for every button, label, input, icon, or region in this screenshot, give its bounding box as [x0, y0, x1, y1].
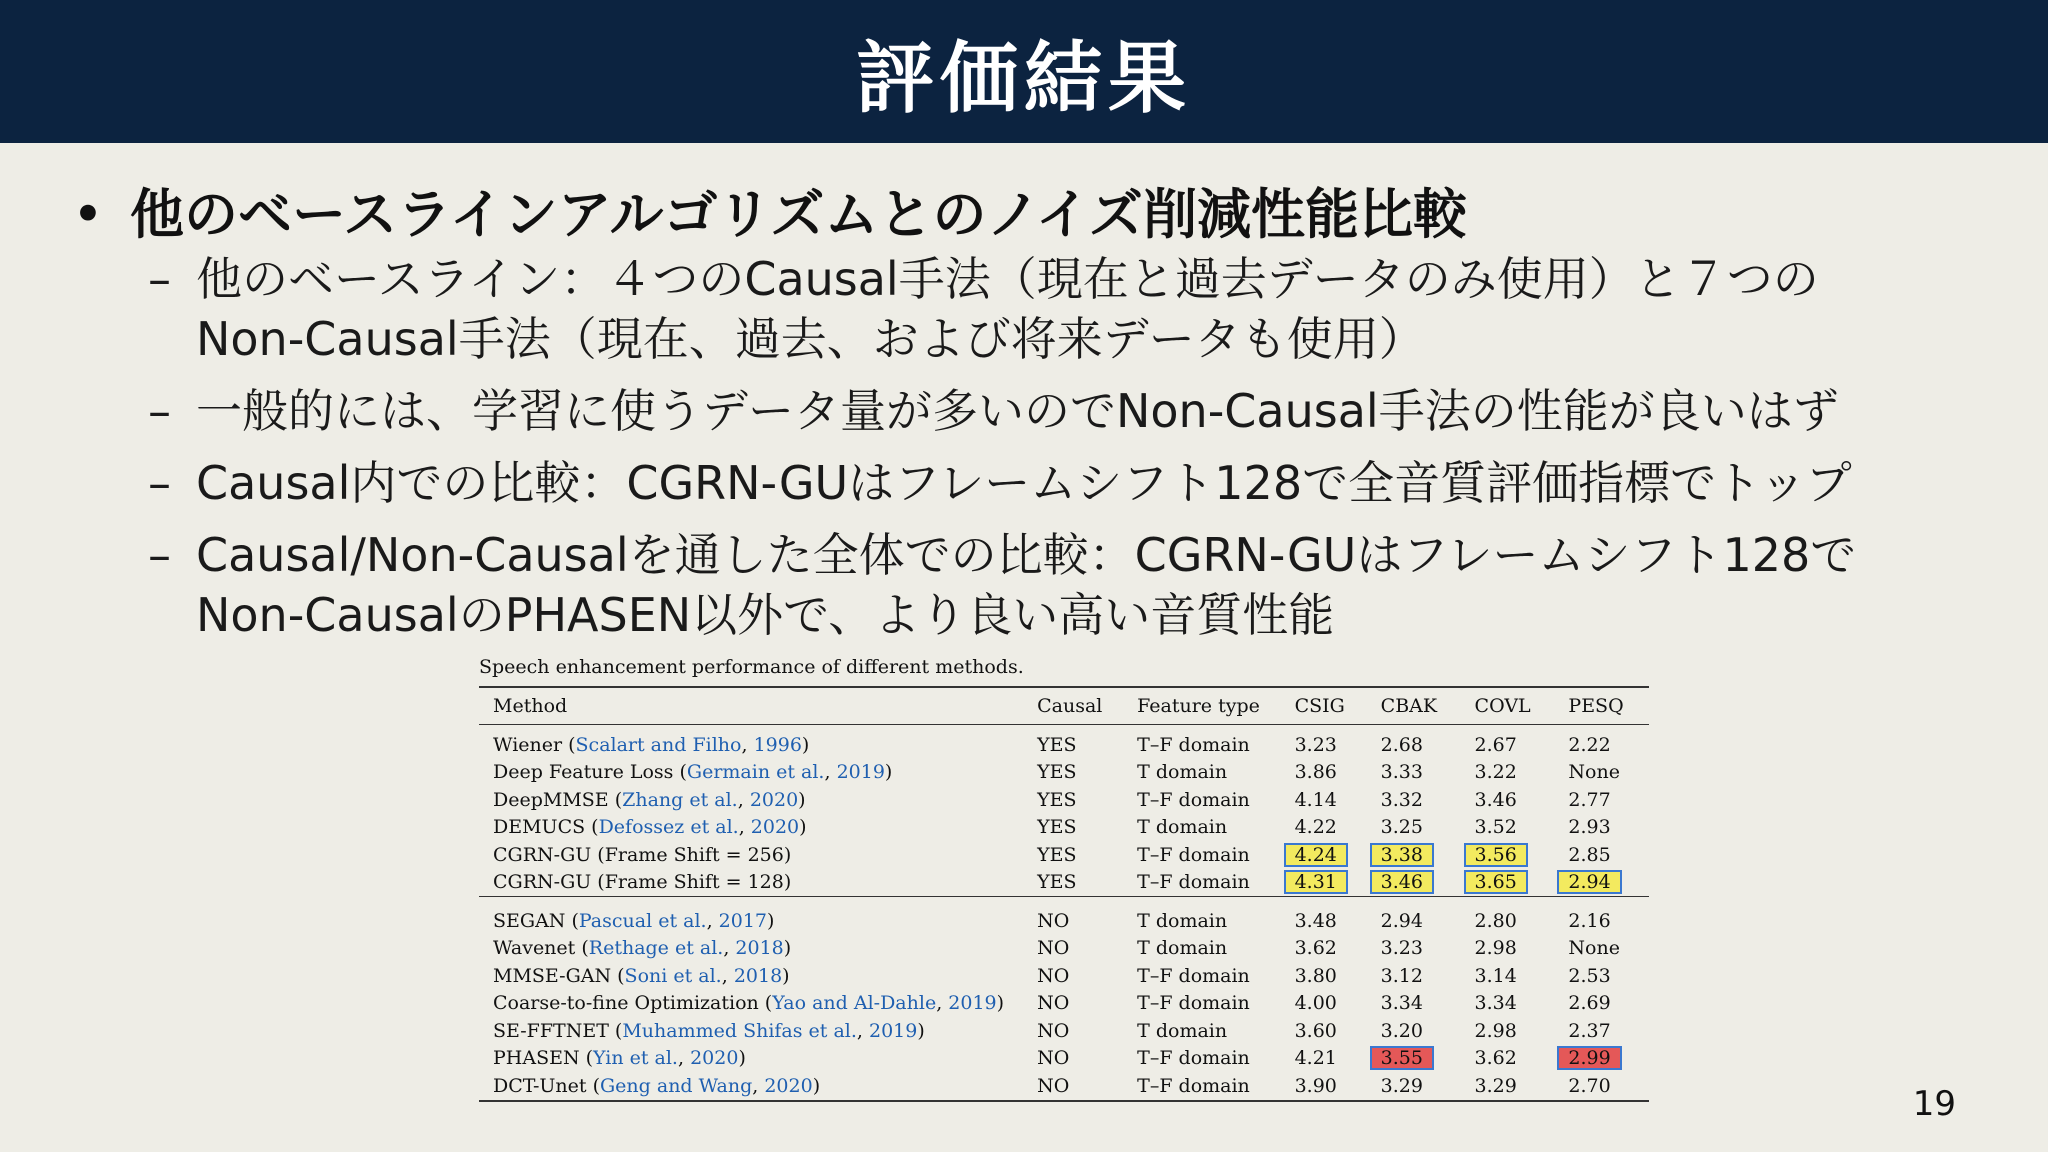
feature-type-cell: [1137, 786, 1294, 814]
causal-cell: [1037, 814, 1137, 842]
covl-cell: [1475, 897, 1569, 935]
method-text: Deep Feature Loss (: [493, 761, 687, 784]
table-row: [479, 869, 1649, 897]
method-text: ): [782, 964, 790, 987]
cbak-cell: [1381, 1045, 1475, 1073]
method-text: DeepMMSE (: [493, 788, 623, 811]
covl-cell-value: 3.22: [1474, 761, 1517, 784]
causal-cell: [1037, 759, 1137, 787]
method-text: ,: [677, 1047, 691, 1070]
causal-cell: [1037, 897, 1137, 935]
method-text: PHASEN (: [493, 1047, 594, 1070]
causal-cell-value: NO: [1037, 964, 1070, 987]
pesq-cell: [1568, 814, 1649, 842]
causal-cell-value: YES: [1037, 788, 1077, 811]
csig-cell: [1295, 759, 1381, 787]
csig-cell: [1295, 935, 1381, 963]
header-feature-type: Feature type: [1137, 695, 1260, 717]
method-cell: [479, 841, 1037, 869]
pesq-cell-value: 2.37: [1568, 1019, 1611, 1042]
pesq-cell: [1568, 1017, 1649, 1045]
cbak-cell-value: 3.38: [1371, 844, 1433, 866]
cbak-cell: [1381, 786, 1475, 814]
causal-cell-value: NO: [1037, 909, 1070, 932]
feature-type-cell-value: T domain: [1137, 937, 1228, 960]
dash-icon: –: [148, 456, 171, 510]
feature-type-cell-value: T–F domain: [1137, 964, 1250, 987]
method-text: ): [801, 733, 810, 756]
results-table: [479, 686, 1649, 1102]
csig-cell-value: 4.00: [1294, 992, 1337, 1015]
csig-cell-value: 4.24: [1285, 844, 1347, 866]
csig-cell: [1295, 1072, 1381, 1101]
dash-icon: –: [148, 384, 171, 438]
pesq-cell: [1568, 897, 1649, 935]
pesq-cell-value: 2.53: [1568, 964, 1611, 987]
citation-link[interactable]: Soni et al.: [624, 964, 722, 987]
feature-type-cell-value: T domain: [1137, 816, 1228, 839]
header-csig: CSIG: [1294, 695, 1345, 717]
covl-cell-value: 3.46: [1474, 788, 1517, 811]
csig-cell: [1295, 962, 1381, 990]
citation-link[interactable]: Defossez et al.: [598, 816, 739, 839]
csig-cell: [1295, 814, 1381, 842]
cbak-cell-value: 3.20: [1380, 1019, 1423, 1042]
covl-cell-value: 3.34: [1474, 992, 1517, 1015]
cbak-cell: [1381, 935, 1475, 963]
feature-type-cell-value: T domain: [1137, 761, 1228, 784]
cbak-cell-value: 3.32: [1380, 788, 1423, 811]
method-text: DCT-Unet (: [493, 1074, 600, 1097]
cbak-cell: [1381, 869, 1475, 897]
cbak-cell: [1381, 990, 1475, 1018]
pesq-cell-value: 2.77: [1568, 788, 1611, 811]
feature-type-cell: [1137, 814, 1294, 842]
method-text: SEGAN (: [493, 909, 579, 932]
citation-link[interactable]: Yao and Al-Dahle: [772, 992, 937, 1015]
feature-type-cell-value: T domain: [1137, 1019, 1228, 1042]
citation-link[interactable]: 2020: [749, 788, 799, 811]
feature-type-cell-value: T domain: [1137, 909, 1228, 932]
covl-cell-value: 2.98: [1474, 937, 1517, 960]
main-bullet-text: 他のベースラインアルゴリズムとのノイズ削減性能比較: [130, 183, 1468, 246]
csig-cell: [1295, 1017, 1381, 1045]
covl-cell-value: 2.80: [1474, 909, 1517, 932]
method-text: ,: [721, 964, 734, 987]
feature-type-cell: [1137, 990, 1294, 1018]
cbak-cell-value: 3.12: [1380, 964, 1423, 987]
sub-bullet-1: [148, 249, 1819, 369]
csig-cell: [1295, 1045, 1381, 1073]
covl-cell: [1475, 990, 1569, 1018]
dash-icon: –: [148, 252, 171, 306]
cbak-cell: [1381, 814, 1475, 842]
method-text: ): [996, 992, 1005, 1015]
method-text: ,: [752, 1074, 765, 1097]
pesq-cell-value: 2.69: [1568, 992, 1611, 1015]
citation-link[interactable]: 2019: [869, 1019, 918, 1042]
method-text: Coarse-to-fine Optimization (: [493, 992, 773, 1015]
sub-bullet-3-line-1: Causal内での比較：CGRN-GUはフレームシフト128で全音質評価指標でトップ: [196, 456, 1852, 510]
method-text: ,: [741, 733, 754, 756]
covl-cell-value: 3.62: [1474, 1047, 1517, 1070]
pesq-cell-value: 2.99: [1558, 1047, 1620, 1069]
method-text: ): [798, 788, 806, 811]
covl-cell: [1475, 962, 1569, 990]
pesq-cell-value: 2.16: [1568, 909, 1611, 932]
pesq-cell: [1568, 990, 1649, 1018]
covl-cell: [1475, 841, 1569, 869]
method-cell: [479, 897, 1037, 935]
pesq-cell: [1568, 935, 1649, 963]
feature-type-cell-value: T–F domain: [1137, 788, 1250, 811]
method-text: CGRN-GU (Frame Shift = 128): [493, 871, 792, 894]
covl-cell: [1475, 935, 1569, 963]
table-row: [479, 725, 1649, 759]
method-text: CGRN-GU (Frame Shift = 256): [493, 843, 792, 866]
table-row: [479, 841, 1649, 869]
citation-link[interactable]: Germain et al.: [686, 761, 825, 784]
table-row: [479, 1072, 1649, 1101]
pesq-cell: [1568, 725, 1649, 759]
citation-link[interactable]: Geng and Wang: [600, 1074, 753, 1097]
header-causal: Causal: [1037, 695, 1103, 717]
table-row: [479, 1017, 1649, 1045]
csig-cell: [1295, 990, 1381, 1018]
method-cell: [479, 935, 1037, 963]
cbak-cell-value: 3.46: [1371, 871, 1433, 893]
csig-cell-value: 4.22: [1294, 816, 1337, 839]
cbak-cell-value: 2.94: [1380, 909, 1423, 932]
cbak-cell: [1381, 725, 1475, 759]
method-cell: [479, 786, 1037, 814]
citation-link[interactable]: 2020: [690, 1047, 739, 1070]
feature-type-cell: [1137, 962, 1294, 990]
table-row: [479, 962, 1649, 990]
causal-cell: [1037, 1045, 1137, 1073]
csig-cell-value: 4.21: [1294, 1047, 1337, 1070]
covl-cell-value: 3.52: [1474, 816, 1517, 839]
csig-cell-value: 3.86: [1294, 761, 1337, 784]
pesq-cell: [1568, 841, 1649, 869]
causal-cell-value: YES: [1037, 871, 1077, 894]
causal-cell-value: NO: [1037, 1047, 1070, 1070]
sub-bullet-4: [148, 525, 1856, 645]
citation-link[interactable]: Zhang et al.: [622, 788, 738, 811]
cbak-cell-value: 3.55: [1371, 1047, 1433, 1069]
method-cell: [479, 725, 1037, 759]
pesq-cell-value: 2.22: [1568, 733, 1611, 756]
citation-link[interactable]: 2018: [735, 937, 784, 960]
csig-cell-value: 4.14: [1294, 788, 1337, 811]
method-text: SE-FFTNET (: [493, 1019, 623, 1042]
page-number: 19: [1912, 1084, 1956, 1124]
csig-cell-value: 4.31: [1285, 871, 1347, 893]
feature-type-cell-value: T–F domain: [1137, 1047, 1250, 1070]
csig-cell: [1295, 786, 1381, 814]
covl-cell: [1475, 1017, 1569, 1045]
csig-cell: [1295, 897, 1381, 935]
pesq-cell: [1568, 962, 1649, 990]
feature-type-cell: [1137, 841, 1294, 869]
feature-type-cell: [1137, 1017, 1294, 1045]
covl-cell-value: 3.65: [1465, 871, 1527, 893]
method-text: ,: [737, 788, 750, 811]
csig-cell-value: 3.23: [1294, 733, 1337, 756]
feature-type-cell: [1137, 897, 1294, 935]
citation-link[interactable]: Rethage et al.: [588, 937, 724, 960]
method-text: ): [767, 909, 775, 932]
header-cbak: CBAK: [1380, 695, 1438, 717]
sub-bullet-3: [148, 453, 1852, 513]
causal-cell: [1037, 869, 1137, 897]
dash-icon: –: [148, 528, 171, 582]
method-cell: [479, 962, 1037, 990]
sub-bullet-1-line-1: 他のベースライン：４つのCausal手法（現在と過去データのみ使用）と７つの: [196, 252, 1819, 306]
causal-rows: [479, 725, 1649, 897]
feature-type-cell-value: T–F domain: [1137, 843, 1250, 866]
cbak-cell-value: 3.23: [1380, 937, 1423, 960]
pesq-cell-value: 2.85: [1568, 843, 1611, 866]
covl-cell: [1475, 869, 1569, 897]
covl-cell-value: 3.29: [1474, 1074, 1517, 1097]
sub-bullet-2: [148, 381, 1839, 441]
feature-type-cell-value: T–F domain: [1137, 733, 1250, 756]
method-text: ,: [723, 937, 736, 960]
table-header-row: [479, 687, 1649, 725]
table-row: [479, 897, 1649, 935]
method-text: ): [783, 937, 792, 960]
covl-cell-value: 3.14: [1474, 964, 1517, 987]
causal-cell-value: NO: [1037, 1074, 1070, 1097]
pesq-cell-value: None: [1568, 761, 1620, 784]
covl-cell-value: 2.67: [1474, 733, 1517, 756]
feature-type-cell-value: T–F domain: [1137, 992, 1250, 1015]
causal-cell-value: NO: [1037, 937, 1070, 960]
pesq-cell-value: None: [1568, 937, 1620, 960]
causal-cell: [1037, 786, 1137, 814]
method-text: ): [917, 1019, 925, 1042]
method-cell: [479, 759, 1037, 787]
results-table-figure: [479, 652, 1649, 1102]
method-cell: [479, 869, 1037, 897]
feature-type-cell: [1137, 759, 1294, 787]
header-method: Method: [493, 695, 568, 717]
causal-cell: [1037, 1072, 1137, 1101]
method-text: ,: [824, 761, 837, 784]
header-pesq: PESQ: [1568, 695, 1624, 717]
feature-type-cell-value: T–F domain: [1137, 871, 1250, 894]
sub-bullet-2-line-1: 一般的には、学習に使うデータ量が多いのでNon-Causal手法の性能が良いはず: [196, 384, 1839, 438]
causal-cell-value: YES: [1037, 761, 1077, 784]
causal-cell: [1037, 935, 1137, 963]
table-row: [479, 990, 1649, 1018]
citation-link[interactable]: 2019: [836, 761, 885, 784]
citation-link[interactable]: Pascual et al.: [578, 909, 707, 932]
method-text: ,: [936, 992, 949, 1015]
pesq-cell: [1568, 786, 1649, 814]
causal-cell-value: NO: [1037, 1019, 1070, 1042]
method-text: ,: [706, 909, 719, 932]
feature-type-cell: [1137, 1045, 1294, 1073]
cbak-cell: [1381, 897, 1475, 935]
citation-link[interactable]: 2019: [948, 992, 997, 1015]
causal-cell-value: YES: [1037, 733, 1077, 756]
cbak-cell-value: 2.68: [1380, 733, 1423, 756]
citation-link[interactable]: 2020: [764, 1074, 813, 1097]
cbak-cell: [1381, 1017, 1475, 1045]
citation-link[interactable]: 1996: [753, 733, 802, 756]
covl-cell: [1475, 1072, 1569, 1101]
method-text: Wavenet (: [493, 937, 589, 960]
method-text: Wiener (: [493, 733, 576, 756]
pesq-cell-value: 2.94: [1558, 871, 1620, 893]
pesq-cell: [1568, 869, 1649, 897]
covl-cell: [1475, 725, 1569, 759]
cbak-cell-value: 3.29: [1380, 1074, 1423, 1097]
csig-cell: [1295, 869, 1381, 897]
feature-type-cell: [1137, 725, 1294, 759]
pesq-cell-value: 2.93: [1568, 816, 1611, 839]
cbak-cell: [1381, 1072, 1475, 1101]
cbak-cell-value: 3.34: [1380, 992, 1423, 1015]
table-row: [479, 759, 1649, 787]
sub-bullet-1-line-2: Non-Causal手法（現在、過去、および将来データも使用）: [196, 312, 1425, 366]
main-bullet: [72, 172, 1467, 249]
table-row: [479, 935, 1649, 963]
csig-cell-value: 3.60: [1294, 1019, 1337, 1042]
header-covl: COVL: [1474, 695, 1531, 717]
csig-cell-value: 3.48: [1294, 909, 1337, 932]
method-cell: [479, 1017, 1037, 1045]
citation-link[interactable]: 2018: [733, 964, 783, 987]
title-bar: [0, 0, 2048, 143]
covl-cell: [1475, 786, 1569, 814]
covl-cell-value: 2.98: [1474, 1019, 1517, 1042]
csig-cell-value: 3.80: [1294, 964, 1337, 987]
method-text: DEMUCS (: [493, 816, 599, 839]
causal-cell: [1037, 725, 1137, 759]
method-cell: [479, 1072, 1037, 1101]
method-cell: [479, 814, 1037, 842]
method-cell: [479, 990, 1037, 1018]
citation-link[interactable]: Yin et al.: [593, 1047, 678, 1070]
table-row: [479, 1045, 1649, 1073]
slide-title: 評価結果: [855, 33, 1192, 124]
method-text: ): [799, 816, 807, 839]
citation-link[interactable]: 2017: [718, 909, 768, 932]
cbak-cell: [1381, 841, 1475, 869]
bullet-dot-icon: •: [72, 183, 104, 246]
covl-cell-value: 3.56: [1465, 844, 1527, 866]
causal-cell: [1037, 990, 1137, 1018]
csig-cell-value: 3.62: [1294, 937, 1337, 960]
csig-cell: [1295, 725, 1381, 759]
causal-cell: [1037, 1017, 1137, 1045]
method-text: ): [884, 761, 893, 784]
feature-type-cell: [1137, 1072, 1294, 1101]
method-text: MMSE-GAN (: [493, 964, 625, 987]
causal-cell-value: YES: [1037, 843, 1077, 866]
method-text: ,: [738, 816, 751, 839]
citation-link[interactable]: Muhammed Shifas et al.: [622, 1019, 857, 1042]
cbak-cell: [1381, 759, 1475, 787]
table-row: [479, 814, 1649, 842]
covl-cell: [1475, 814, 1569, 842]
feature-type-cell: [1137, 869, 1294, 897]
pesq-cell: [1568, 759, 1649, 787]
table-row: [479, 786, 1649, 814]
csig-cell-value: 3.90: [1294, 1074, 1337, 1097]
covl-cell: [1475, 1045, 1569, 1073]
citation-link[interactable]: 2020: [750, 816, 800, 839]
feature-type-cell: [1137, 935, 1294, 963]
csig-cell: [1295, 841, 1381, 869]
cbak-cell-value: 3.25: [1380, 816, 1423, 839]
causal-cell-value: YES: [1037, 816, 1077, 839]
feature-type-cell-value: T–F domain: [1137, 1074, 1250, 1097]
method-text: ): [738, 1047, 746, 1070]
causal-cell: [1037, 841, 1137, 869]
pesq-cell: [1568, 1045, 1649, 1073]
citation-link[interactable]: Scalart and Filho: [575, 733, 742, 756]
cbak-cell-value: 3.33: [1380, 761, 1423, 784]
covl-cell: [1475, 759, 1569, 787]
pesq-cell-value: 2.70: [1568, 1074, 1611, 1097]
causal-cell: [1037, 962, 1137, 990]
method-cell: [479, 1045, 1037, 1073]
table-caption: Speech enhancement performance of different methods.: [479, 656, 1024, 678]
sub-bullet-4-line-2: Non-CausalのPHASEN以外で、より良い高い音質性能: [196, 588, 1335, 642]
causal-cell-value: NO: [1037, 992, 1070, 1015]
noncausal-rows: [479, 897, 1649, 1101]
pesq-cell: [1568, 1072, 1649, 1101]
sub-bullet-4-line-1: Causal/Non-Causalを通した全体での比較：CGRN-GUはフレームシフト128で: [196, 528, 1857, 582]
method-text: ,: [856, 1019, 869, 1042]
method-text: ): [812, 1074, 821, 1097]
cbak-cell: [1381, 962, 1475, 990]
